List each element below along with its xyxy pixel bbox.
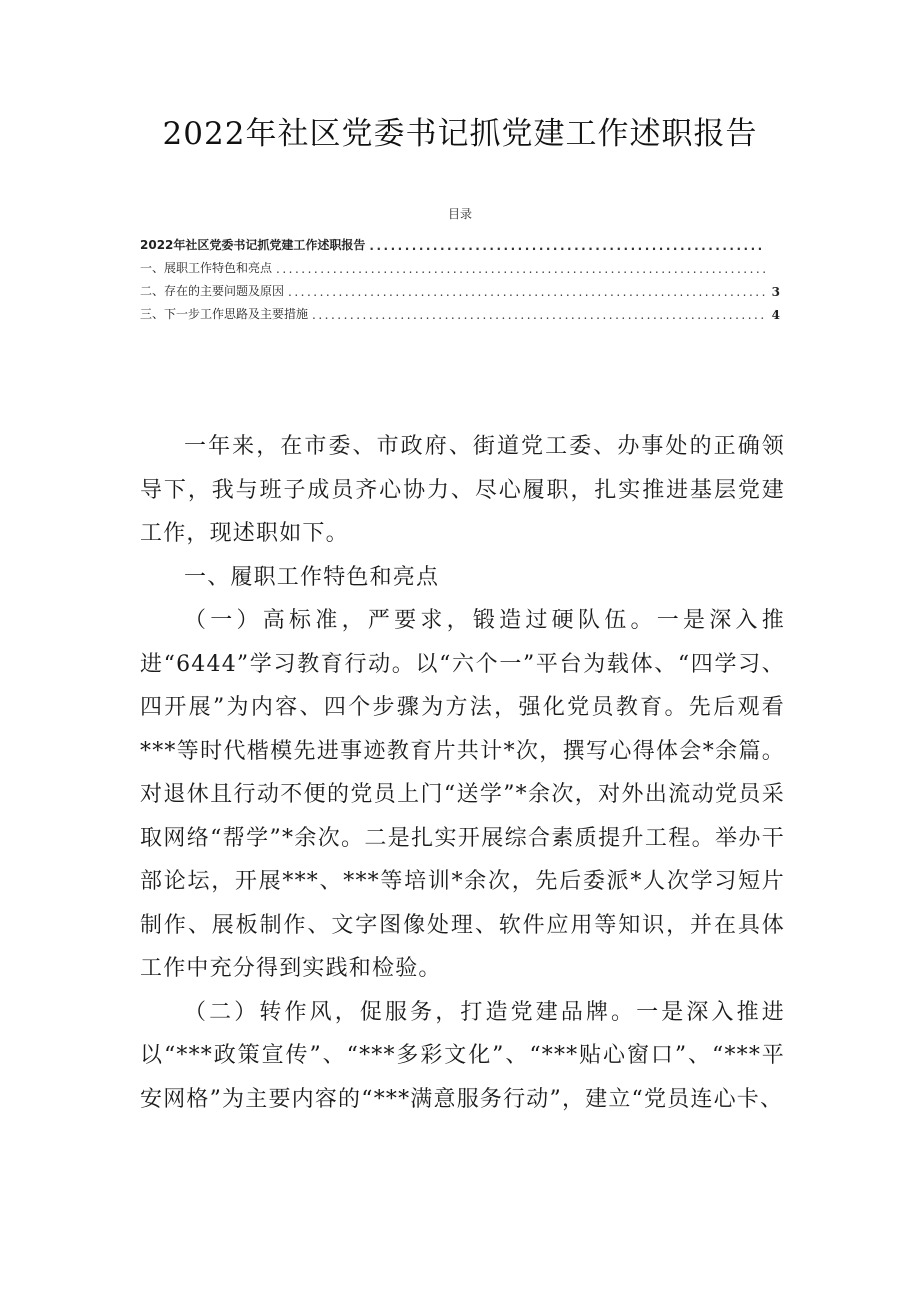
body-paragraph: （二）转作风，促服务，打造党建品牌。一是深入推进以“***政策宣传”、“***多彩文化”、“***贴心窗口”、“***平安网格”为主要内容的“***满意服务行动”，建立“党员连心卡、 bbox=[140, 999, 785, 1112]
toc-entry[interactable] bbox=[140, 299, 780, 322]
toc-entry-page: 3 bbox=[771, 285, 780, 299]
toc-entry-page: 4 bbox=[771, 308, 780, 322]
toc-leader-dots bbox=[272, 262, 766, 276]
table-of-contents bbox=[140, 230, 780, 322]
toc-entry-text: 一、展职工作特色和亮点 bbox=[140, 261, 273, 275]
document-body bbox=[140, 425, 785, 1121]
intro-paragraph: 一年来，在市委、市政府、街道党工委、办事处的正确领导下，我与班子成员齐心协力、尽心履职，扎实推进基层党建工作，现述职如下。 bbox=[140, 434, 785, 546]
toc-leader-dots bbox=[308, 308, 766, 322]
toc-heading: 目录 bbox=[447, 207, 472, 221]
toc-entry-text: 2022年社区党委书记抓党建工作述职报告 bbox=[140, 238, 366, 252]
toc-entry[interactable] bbox=[140, 276, 780, 299]
toc-entry[interactable] bbox=[140, 230, 780, 253]
toc-entry-text: 三、下一步工作思路及主要措施 bbox=[140, 307, 309, 321]
document-title: 2022年社区党委书记抓党建工作述职报告 bbox=[162, 116, 758, 152]
toc-leader-dots bbox=[284, 285, 766, 299]
toc-entry[interactable] bbox=[140, 253, 780, 276]
toc-entry-text: 二、存在的主要问题及原因 bbox=[140, 284, 285, 298]
toc-leader-dots bbox=[365, 239, 766, 253]
body-paragraph: （一）高标准，严要求，锻造过硬队伍。一是深入推进“6444”学习教育行动。以“六个一”平台为载体、“四学习、四开展”为内容、四个步骤为方法，强化党员教育。先后观看***等时代楷模先进事迹教育片共计*次，撰写心得体会*余篇。对退休且行动不便的党员上门“送学”*余次，对外出流动党员采取网络“帮学”*余次。二是扎实开展综合素质提升工程。举办干部论坛，开展***、***等培训*余次，先后委派*人次学习短片制作、展板制作、文字图像处理、软件应用等知识，并在具体工作中充分得到实践和检验。 bbox=[140, 608, 785, 981]
section-heading: 一、履职工作特色和亮点 bbox=[184, 564, 440, 590]
